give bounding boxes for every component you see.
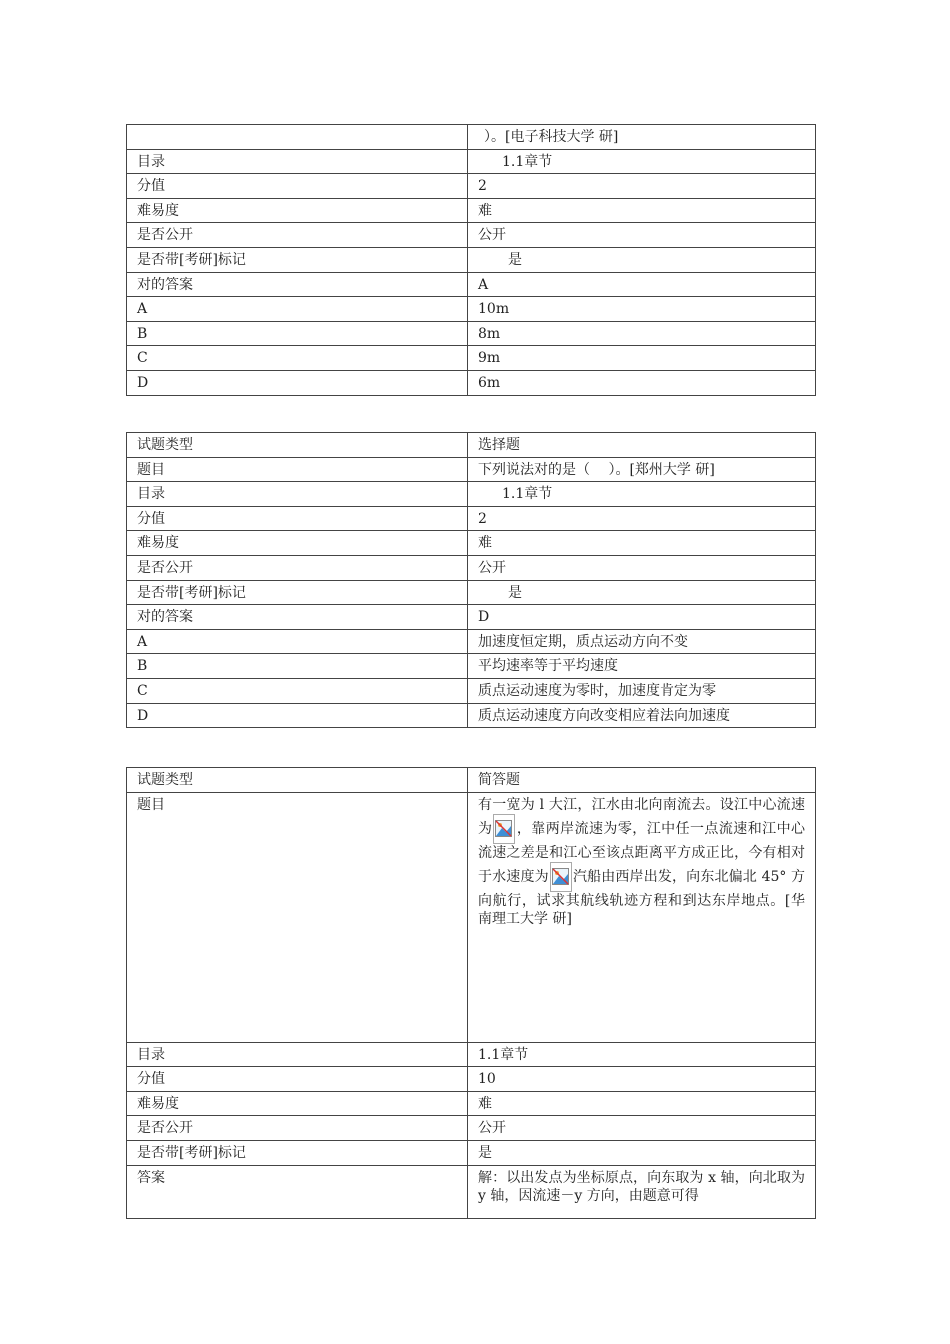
table-row xyxy=(127,457,816,482)
field-label: 分值 xyxy=(127,506,468,531)
question-text-part2: ，靠两岸流速为零，江中任一点流速和江中心流速之差是和江心至该点距离平方成正比，今有相对于水速度为 xyxy=(478,820,806,885)
table-row xyxy=(127,321,816,346)
option-value: 8m xyxy=(468,321,816,346)
table-row xyxy=(127,580,816,605)
answer-text: 解：以出发点为坐标原点，向东取为 x 轴，向北取为 y 轴，因流速－y 方向，由题意可得 xyxy=(468,1165,816,1218)
table-row xyxy=(127,555,816,580)
field-value: 1.1章节 xyxy=(468,482,816,507)
field-label: 难易度 xyxy=(127,198,468,223)
field-value: 公开 xyxy=(468,555,816,580)
field-value: 选择题 xyxy=(468,433,816,458)
field-value: D xyxy=(468,605,816,630)
field-label: 试题类型 xyxy=(127,768,468,793)
table-row xyxy=(127,482,816,507)
field-label: 是否公开 xyxy=(127,1116,468,1141)
table-row xyxy=(127,149,816,174)
field-value: 1.1章节 xyxy=(468,1042,816,1067)
option-value: 10m xyxy=(468,297,816,322)
field-value: 2 xyxy=(468,174,816,199)
field-label: 目录 xyxy=(127,1042,468,1067)
field-value: 是 xyxy=(468,247,816,272)
table-row xyxy=(127,1067,816,1092)
option-value: 质点运动速度方向改变相应着法向加速度 xyxy=(468,703,816,728)
option-label: A xyxy=(127,297,468,322)
field-value: 难 xyxy=(468,1091,816,1116)
table-row xyxy=(127,678,816,703)
field-value: 2 xyxy=(468,506,816,531)
table-row xyxy=(127,346,816,371)
option-value: 9m xyxy=(468,346,816,371)
field-value: 是 xyxy=(468,580,816,605)
broken-image-icon xyxy=(550,862,572,892)
field-value: A xyxy=(468,272,816,297)
table-row xyxy=(127,629,816,654)
field-value: 难 xyxy=(468,198,816,223)
field-label: 分值 xyxy=(127,174,468,199)
table-row xyxy=(127,792,816,1042)
question-text xyxy=(468,792,816,1042)
question-table-2 xyxy=(126,432,816,728)
table-row xyxy=(127,125,816,150)
field-value: 公开 xyxy=(468,223,816,248)
option-label: D xyxy=(127,703,468,728)
field-value: 1.1章节 xyxy=(468,149,816,174)
option-label: B xyxy=(127,654,468,679)
table-row xyxy=(127,370,816,395)
table-row xyxy=(127,297,816,322)
broken-image-icon xyxy=(493,814,515,844)
field-label: 是否带[考研]标记 xyxy=(127,580,468,605)
table-row xyxy=(127,605,816,630)
field-label: 是否公开 xyxy=(127,555,468,580)
field-label: 对的答案 xyxy=(127,272,468,297)
table-row xyxy=(127,506,816,531)
option-label: B xyxy=(127,321,468,346)
question-table-1 xyxy=(126,124,816,396)
field-label: 题目 xyxy=(127,792,468,1042)
field-label xyxy=(127,125,468,150)
table-row xyxy=(127,433,816,458)
table-row xyxy=(127,174,816,199)
table-row xyxy=(127,654,816,679)
question-text-part3: 汽船由西岸出发，向东北偏北 45° 方向航行，试求其航线轨迹方程和到达东岸地点。[华南理工大学 研] xyxy=(478,868,805,927)
field-label: 分值 xyxy=(127,1067,468,1092)
table-row xyxy=(127,1165,816,1218)
field-value: 公开 xyxy=(468,1116,816,1141)
option-value: 加速度恒定期，质点运动方向不变 xyxy=(468,629,816,654)
option-label: A xyxy=(127,629,468,654)
table-row xyxy=(127,247,816,272)
option-value: 平均速率等于平均速度 xyxy=(468,654,816,679)
table-row xyxy=(127,1091,816,1116)
table-row xyxy=(127,198,816,223)
field-label: 答案 xyxy=(127,1165,468,1218)
field-label: 难易度 xyxy=(127,531,468,556)
table-row xyxy=(127,272,816,297)
field-label: 是否公开 xyxy=(127,223,468,248)
field-label: 目录 xyxy=(127,482,468,507)
question-tail: ）。[电子科技大学 研] xyxy=(468,125,816,150)
table-row xyxy=(127,1042,816,1067)
table-row xyxy=(127,1116,816,1141)
table-row xyxy=(127,768,816,793)
question-table-3 xyxy=(126,767,816,1219)
table-row xyxy=(127,531,816,556)
field-value: 难 xyxy=(468,531,816,556)
option-value: 质点运动速度为零时，加速度肯定为零 xyxy=(468,678,816,703)
table-row xyxy=(127,223,816,248)
field-value: 是 xyxy=(468,1140,816,1165)
field-value: 简答题 xyxy=(468,768,816,793)
field-label: 试题类型 xyxy=(127,433,468,458)
field-label: 题目 xyxy=(127,457,468,482)
option-label: D xyxy=(127,370,468,395)
question-text: 下列说法对的是（ ）。[郑州大学 研] xyxy=(468,457,816,482)
option-label: C xyxy=(127,678,468,703)
question-text-part1: 有一宽为 l 大江，江水由北向南流去。设江中心流速为 xyxy=(478,796,805,837)
option-label: C xyxy=(127,346,468,371)
field-label: 难易度 xyxy=(127,1091,468,1116)
field-label: 是否带[考研]标记 xyxy=(127,247,468,272)
field-value: 10 xyxy=(468,1067,816,1092)
field-label: 是否带[考研]标记 xyxy=(127,1140,468,1165)
field-label: 目录 xyxy=(127,149,468,174)
field-label: 对的答案 xyxy=(127,605,468,630)
table-row xyxy=(127,703,816,728)
table-row xyxy=(127,1140,816,1165)
option-value: 6m xyxy=(468,370,816,395)
